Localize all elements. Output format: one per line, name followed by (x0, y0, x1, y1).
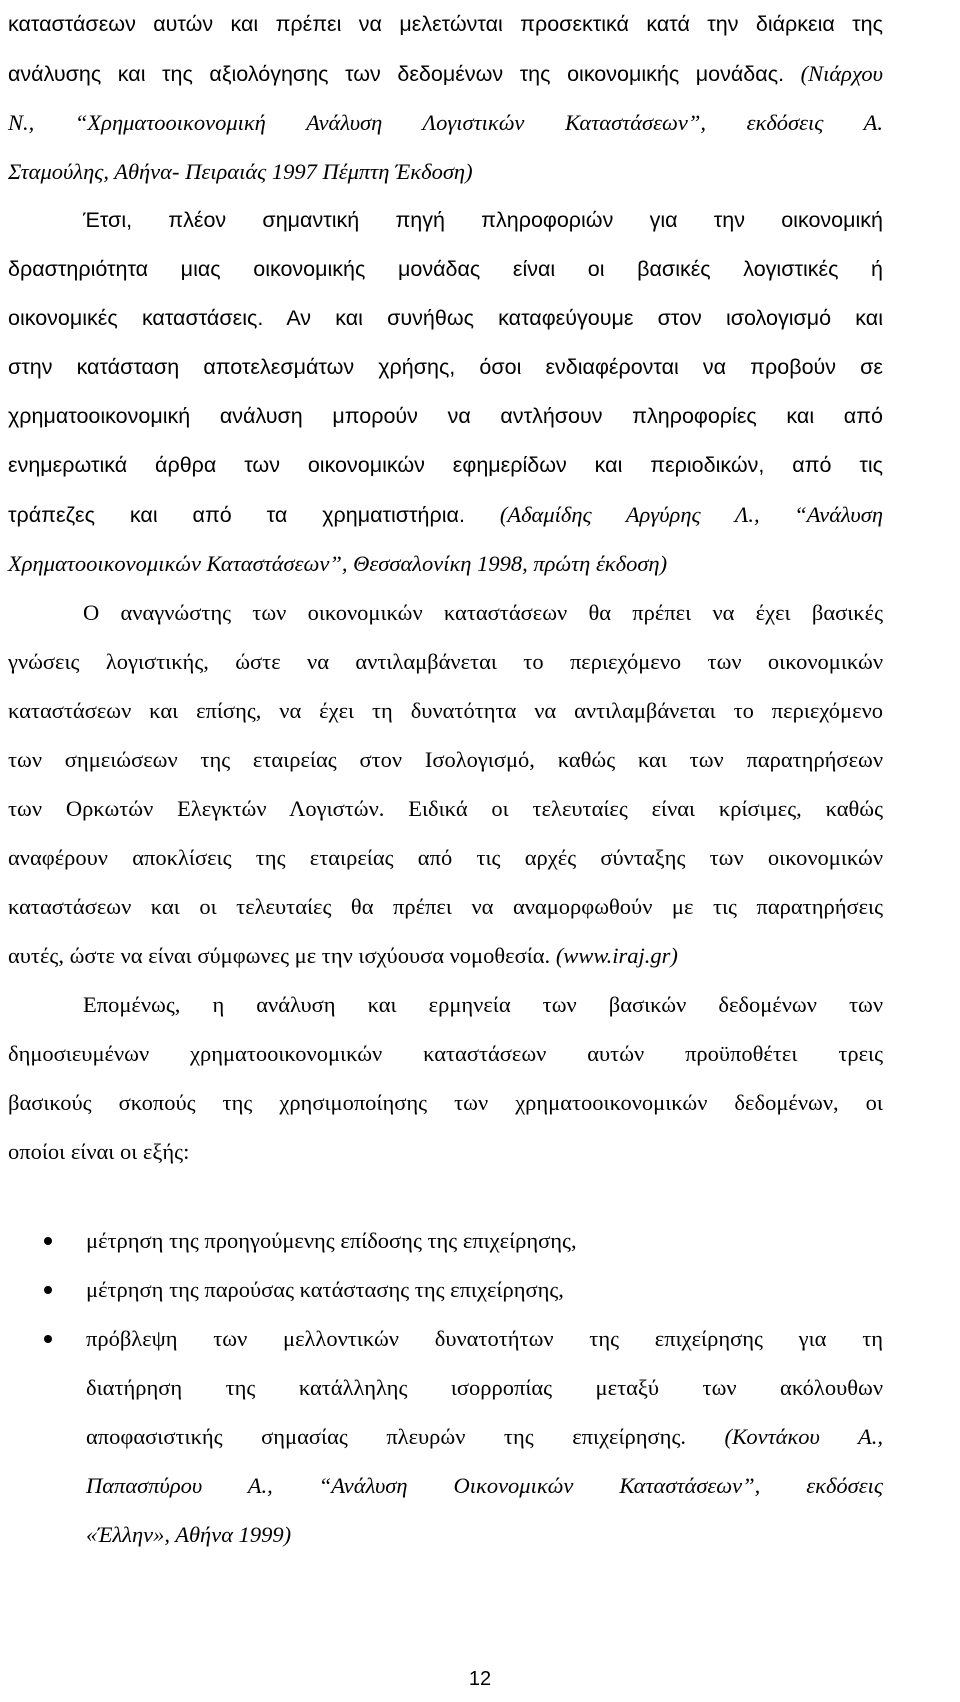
citation-line: «Έλλην», Αθήνα 1999) (86, 1522, 292, 1547)
list-item-text: πρόβλεψη των μελλοντικών δυνατοτήτων της επιχείρησης για τη (86, 1326, 883, 1351)
list-item-text: μέτρηση της παρούσας κατάστασης της επιχείρησης, (86, 1277, 564, 1302)
text-line: καταστάσεων και επίσης, να έχει τη δυνατότητα να αντιλαμβάνεται το περιεχόμενο (8, 698, 883, 723)
text-run: ανάλυσης και της αξιολόγησης των δεδομένων της οικονομικής μονάδας. (8, 62, 801, 86)
list-item (8, 1314, 883, 1559)
paragraph-2 (8, 588, 883, 980)
text-line (8, 49, 883, 98)
citation-line: Ν., “Χρηματοοικονομική Ανάλυση Λογιστικών Καταστάσεων”, εκδόσεις Α. (8, 110, 883, 135)
text-line: καταστάσεων αυτών και πρέπει να μελετώνται προσεκτικά κατά την διάρκεια της (8, 12, 883, 36)
list-item-line (8, 1314, 883, 1363)
text-line: οποίοι είναι οι εξής: (8, 1139, 190, 1164)
text-line: Ο αναγνώστης των οικονομικών καταστάσεων θα πρέπει να έχει βασικές (83, 600, 883, 625)
citation-line: Παπασπύρου Α., “Ανάλυση Οικονομικών Καταστάσεων”, εκδόσεις (86, 1473, 883, 1498)
text-line: στην κατάσταση αποτελεσμάτων χρήσης, όσοι ενδιαφέρονται να προβούν σε (8, 355, 883, 379)
bullet-icon (44, 1335, 52, 1343)
citation-run: (Κοντάκου Α., (724, 1424, 883, 1449)
list-item-line (8, 1412, 883, 1461)
paragraph-3 (8, 980, 883, 1176)
list-item (8, 1265, 883, 1314)
text-line (8, 784, 883, 833)
text-run: των Ορκωτών Ελεγκτών Λογιστών. (8, 796, 409, 821)
text-line: καταστάσεων και οι τελευταίες θα πρέπει να αναμορφωθούν με τις παρατηρήσεις (8, 894, 883, 919)
paragraph-1 (8, 196, 883, 588)
text-line: των σημειώσεων της εταιρείας στον Ισολογισμό, καθώς και των παρατηρήσεων (8, 747, 883, 772)
text-line (8, 490, 883, 539)
text-line: βασικούς σκοπούς της χρησιμοποίησης των χρηματοοικονομικών δεδομένων, οι (8, 1090, 883, 1115)
page-number: 12 (468, 1668, 492, 1690)
bullet-icon (44, 1286, 52, 1294)
citation-line: Σταμούλης, Αθήνα- Πειραιάς 1997 Πέμπτη Έκδοση) (8, 159, 473, 184)
bullet-list (8, 1216, 883, 1559)
text-line: ενημερωτικά άρθρα των οικονομικών εφημερίδων και περιοδικών, από τις (8, 453, 883, 477)
text-line: αναφέρουν αποκλίσεις της εταιρείας από τις αρχές σύνταξης των οικονομικών (8, 845, 883, 870)
text-run: Ειδικά οι τελευταίες είναι κρίσιμες, καθώς (408, 796, 883, 821)
text-line: Έτσι, πλέον σημαντική πηγή πληροφοριών για την οικονομική (83, 208, 883, 232)
list-item-line: διατήρηση της κατάλληλης ισορροπίας μεταξύ των ακόλουθων (86, 1375, 883, 1400)
spacer (8, 1176, 883, 1216)
text-line (8, 931, 883, 980)
text-line: δημοσιευμένων χρηματοοικονομικών καταστάσεων αυτών προϋποθέτει τρεις (8, 1041, 883, 1066)
text-run: αυτές, ώστε να είναι σύμφωνες με την ισχύουσα νομοθεσία. (8, 943, 556, 968)
citation-line: Χρηματοοικονομικών Καταστάσεων”, Θεσσαλονίκη 1998, πρώτη έκδοση) (8, 551, 668, 576)
document-page (8, 0, 883, 1559)
citation-run: (www.iraj.gr) (555, 943, 678, 968)
text-line: γνώσεις λογιστικής, ώστε να αντιλαμβάνεται το περιεχόμενο των οικονομικών (8, 649, 883, 674)
text-line: δραστηριότητα μιας οικονομικής μονάδας είναι οι βασικές λογιστικές ή (8, 257, 883, 281)
text-line: Επομένως, η ανάλυση και ερμηνεία των βασικών δεδομένων των (83, 992, 883, 1017)
list-item (8, 1216, 883, 1265)
text-line: χρηματοοικονομική ανάλυση μπορούν να αντλήσουν πληροφορίες και από (8, 404, 883, 428)
citation-run: (Αδαμίδης Αργύρης Λ., “Ανάλυση (499, 502, 883, 527)
text-run: τράπεζες και από τα χρηματιστήρια. (8, 503, 500, 527)
text-run: αποφασιστικής σημασίας πλευρών της επιχείρησης. (86, 1424, 725, 1449)
list-item-text: μέτρηση της προηγούμενης επίδοσης της επιχείρησης, (86, 1228, 577, 1253)
paragraph-intro (8, 0, 883, 196)
text-line: οικονομικές καταστάσεις. Αν και συνήθως καταφεύγουμε στον ισολογισμό και (8, 306, 883, 330)
bullet-icon (44, 1237, 52, 1245)
citation-run: (Νιάρχου (800, 61, 883, 86)
